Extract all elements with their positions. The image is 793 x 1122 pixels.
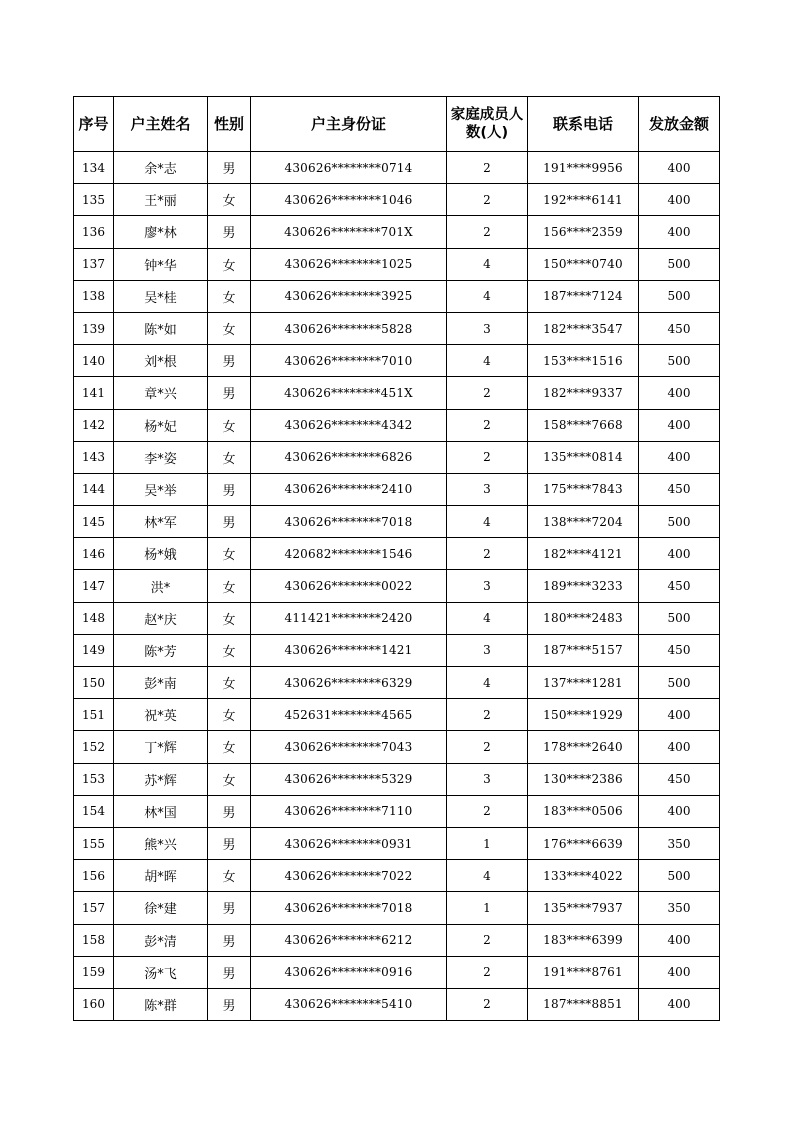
cell-id-card: 430626********7043: [251, 731, 447, 763]
cell-name: 吴*举: [114, 473, 208, 505]
cell-gender: 男: [208, 924, 251, 956]
cell-amount: 400: [639, 924, 720, 956]
cell-amount: 400: [639, 441, 720, 473]
cell-index: 158: [74, 924, 114, 956]
cell-family-size: 4: [447, 280, 528, 312]
header-index: 序号: [74, 97, 114, 152]
cell-id-card: 430626********6212: [251, 924, 447, 956]
cell-family-size: 2: [447, 184, 528, 216]
cell-family-size: 3: [447, 634, 528, 666]
cell-index: 151: [74, 699, 114, 731]
cell-phone: 135****7937: [528, 892, 639, 924]
cell-id-card: 430626********2410: [251, 473, 447, 505]
cell-name: 祝*英: [114, 699, 208, 731]
cell-phone: 135****0814: [528, 441, 639, 473]
cell-name: 陈*群: [114, 988, 208, 1020]
table-row: [74, 731, 720, 763]
cell-family-size: 4: [447, 248, 528, 280]
cell-id-card: 430626********3925: [251, 280, 447, 312]
table-row: [74, 441, 720, 473]
cell-name: 钟*华: [114, 248, 208, 280]
cell-name: 李*姿: [114, 441, 208, 473]
cell-amount: 450: [639, 634, 720, 666]
cell-gender: 男: [208, 795, 251, 827]
cell-gender: 女: [208, 731, 251, 763]
cell-index: 154: [74, 795, 114, 827]
cell-phone: 138****7204: [528, 506, 639, 538]
cell-amount: 450: [639, 570, 720, 602]
table-row: [74, 924, 720, 956]
cell-name: 丁*辉: [114, 731, 208, 763]
cell-index: 135: [74, 184, 114, 216]
table-row: [74, 602, 720, 634]
cell-amount: 400: [639, 538, 720, 570]
cell-amount: 350: [639, 892, 720, 924]
cell-id-card: 430626********1421: [251, 634, 447, 666]
cell-name: 廖*林: [114, 216, 208, 248]
cell-phone: 182****3547: [528, 312, 639, 344]
cell-phone: 156****2359: [528, 216, 639, 248]
table-row: [74, 699, 720, 731]
cell-name: 彭*南: [114, 667, 208, 699]
cell-phone: 192****6141: [528, 184, 639, 216]
cell-amount: 400: [639, 184, 720, 216]
cell-gender: 女: [208, 184, 251, 216]
header-id-card: 户主身份证: [251, 97, 447, 152]
cell-name: 刘*根: [114, 345, 208, 377]
cell-family-size: 2: [447, 441, 528, 473]
table-row: [74, 538, 720, 570]
cell-gender: 女: [208, 860, 251, 892]
cell-name: 陈*如: [114, 312, 208, 344]
cell-gender: 男: [208, 216, 251, 248]
table-row: [74, 667, 720, 699]
cell-id-card: 430626********701X: [251, 216, 447, 248]
cell-phone: 133****4022: [528, 860, 639, 892]
cell-family-size: 2: [447, 216, 528, 248]
cell-name: 陈*芳: [114, 634, 208, 666]
cell-phone: 180****2483: [528, 602, 639, 634]
cell-phone: 183****6399: [528, 924, 639, 956]
cell-phone: 182****4121: [528, 538, 639, 570]
cell-gender: 女: [208, 280, 251, 312]
cell-phone: 178****2640: [528, 731, 639, 763]
cell-amount: 350: [639, 827, 720, 859]
cell-id-card: 430626********5329: [251, 763, 447, 795]
table-row: [74, 312, 720, 344]
cell-gender: 男: [208, 506, 251, 538]
cell-phone: 189****3233: [528, 570, 639, 602]
cell-name: 熊*兴: [114, 827, 208, 859]
cell-index: 141: [74, 377, 114, 409]
cell-gender: 女: [208, 602, 251, 634]
cell-amount: 500: [639, 345, 720, 377]
cell-family-size: 1: [447, 827, 528, 859]
cell-id-card: 430626********6826: [251, 441, 447, 473]
table-row: [74, 409, 720, 441]
cell-id-card: 430626********451X: [251, 377, 447, 409]
cell-gender: 男: [208, 345, 251, 377]
cell-id-card: 411421********2420: [251, 602, 447, 634]
cell-family-size: 2: [447, 731, 528, 763]
cell-index: 138: [74, 280, 114, 312]
table-row: [74, 763, 720, 795]
cell-index: 145: [74, 506, 114, 538]
cell-name: 余*志: [114, 152, 208, 184]
cell-index: 136: [74, 216, 114, 248]
cell-gender: 女: [208, 763, 251, 795]
cell-id-card: 430626********1025: [251, 248, 447, 280]
cell-phone: 158****7668: [528, 409, 639, 441]
cell-name: 王*丽: [114, 184, 208, 216]
header-name: 户主姓名: [114, 97, 208, 152]
cell-family-size: 3: [447, 570, 528, 602]
cell-name: 杨*娥: [114, 538, 208, 570]
cell-family-size: 1: [447, 892, 528, 924]
cell-phone: 183****0506: [528, 795, 639, 827]
cell-index: 160: [74, 988, 114, 1020]
table-row: [74, 892, 720, 924]
cell-amount: 500: [639, 860, 720, 892]
cell-family-size: 4: [447, 602, 528, 634]
cell-family-size: 2: [447, 988, 528, 1020]
table-row: [74, 860, 720, 892]
cell-family-size: 4: [447, 506, 528, 538]
cell-gender: 女: [208, 538, 251, 570]
cell-family-size: 2: [447, 152, 528, 184]
cell-index: 140: [74, 345, 114, 377]
cell-index: 146: [74, 538, 114, 570]
cell-index: 134: [74, 152, 114, 184]
cell-id-card: 430626********7018: [251, 892, 447, 924]
cell-amount: 400: [639, 988, 720, 1020]
cell-gender: 女: [208, 667, 251, 699]
cell-family-size: 3: [447, 763, 528, 795]
cell-gender: 男: [208, 956, 251, 988]
table-row: [74, 280, 720, 312]
cell-family-size: 4: [447, 345, 528, 377]
subsidy-table: [73, 96, 720, 1021]
table-body: [74, 152, 720, 1021]
cell-index: 159: [74, 956, 114, 988]
cell-phone: 191****8761: [528, 956, 639, 988]
cell-index: 156: [74, 860, 114, 892]
header-gender: 性别: [208, 97, 251, 152]
cell-name: 林*军: [114, 506, 208, 538]
cell-index: 137: [74, 248, 114, 280]
cell-name: 杨*妃: [114, 409, 208, 441]
cell-id-card: 430626********6329: [251, 667, 447, 699]
cell-family-size: 2: [447, 956, 528, 988]
cell-index: 147: [74, 570, 114, 602]
cell-amount: 500: [639, 506, 720, 538]
cell-index: 152: [74, 731, 114, 763]
table-row: [74, 377, 720, 409]
cell-phone: 153****1516: [528, 345, 639, 377]
cell-gender: 男: [208, 988, 251, 1020]
cell-family-size: 2: [447, 795, 528, 827]
cell-name: 赵*庆: [114, 602, 208, 634]
cell-phone: 176****6639: [528, 827, 639, 859]
table-row: [74, 570, 720, 602]
cell-phone: 187****7124: [528, 280, 639, 312]
cell-amount: 400: [639, 699, 720, 731]
cell-phone: 191****9956: [528, 152, 639, 184]
cell-gender: 女: [208, 409, 251, 441]
cell-id-card: 430626********7022: [251, 860, 447, 892]
cell-id-card: 430626********0022: [251, 570, 447, 602]
cell-gender: 女: [208, 312, 251, 344]
cell-id-card: 452631********4565: [251, 699, 447, 731]
cell-index: 150: [74, 667, 114, 699]
cell-amount: 450: [639, 763, 720, 795]
cell-gender: 男: [208, 892, 251, 924]
cell-index: 148: [74, 602, 114, 634]
cell-family-size: 2: [447, 538, 528, 570]
cell-name: 彭*清: [114, 924, 208, 956]
table-row: [74, 827, 720, 859]
cell-phone: 175****7843: [528, 473, 639, 505]
cell-amount: 450: [639, 473, 720, 505]
cell-index: 155: [74, 827, 114, 859]
header-row: [74, 97, 720, 152]
cell-id-card: 430626********5828: [251, 312, 447, 344]
cell-gender: 女: [208, 570, 251, 602]
header-amount: 发放金额: [639, 97, 720, 152]
cell-gender: 女: [208, 634, 251, 666]
table-row: [74, 506, 720, 538]
cell-index: 142: [74, 409, 114, 441]
cell-phone: 150****0740: [528, 248, 639, 280]
cell-name: 胡*晖: [114, 860, 208, 892]
cell-id-card: 430626********4342: [251, 409, 447, 441]
cell-gender: 男: [208, 827, 251, 859]
cell-name: 章*兴: [114, 377, 208, 409]
cell-gender: 女: [208, 441, 251, 473]
cell-family-size: 3: [447, 473, 528, 505]
cell-index: 153: [74, 763, 114, 795]
cell-id-card: 430626********1046: [251, 184, 447, 216]
table-row: [74, 248, 720, 280]
table-row: [74, 152, 720, 184]
table-row: [74, 795, 720, 827]
cell-phone: 137****1281: [528, 667, 639, 699]
cell-family-size: 4: [447, 667, 528, 699]
table-row: [74, 634, 720, 666]
table-row: [74, 184, 720, 216]
cell-id-card: 430626********5410: [251, 988, 447, 1020]
cell-name: 苏*辉: [114, 763, 208, 795]
cell-family-size: 2: [447, 924, 528, 956]
cell-index: 139: [74, 312, 114, 344]
cell-family-size: 3: [447, 312, 528, 344]
cell-name: 洪*: [114, 570, 208, 602]
cell-family-size: 2: [447, 409, 528, 441]
cell-gender: 男: [208, 473, 251, 505]
cell-index: 149: [74, 634, 114, 666]
cell-family-size: 2: [447, 699, 528, 731]
cell-id-card: 430626********0931: [251, 827, 447, 859]
cell-gender: 女: [208, 248, 251, 280]
cell-family-size: 4: [447, 860, 528, 892]
cell-amount: 400: [639, 216, 720, 248]
cell-name: 林*国: [114, 795, 208, 827]
table-row: [74, 988, 720, 1020]
cell-index: 143: [74, 441, 114, 473]
table-row: [74, 345, 720, 377]
table-row: [74, 956, 720, 988]
cell-amount: 400: [639, 152, 720, 184]
cell-amount: 500: [639, 602, 720, 634]
cell-phone: 187****8851: [528, 988, 639, 1020]
cell-id-card: 430626********7018: [251, 506, 447, 538]
cell-amount: 500: [639, 667, 720, 699]
cell-amount: 400: [639, 377, 720, 409]
cell-gender: 女: [208, 699, 251, 731]
cell-index: 144: [74, 473, 114, 505]
table-row: [74, 216, 720, 248]
cell-name: 徐*建: [114, 892, 208, 924]
cell-family-size: 2: [447, 377, 528, 409]
cell-amount: 400: [639, 956, 720, 988]
header-family-size: 家庭成员人数(人): [447, 97, 528, 152]
cell-phone: 130****2386: [528, 763, 639, 795]
cell-amount: 400: [639, 731, 720, 763]
cell-phone: 187****5157: [528, 634, 639, 666]
cell-phone: 150****1929: [528, 699, 639, 731]
cell-id-card: 430626********7110: [251, 795, 447, 827]
table-header: [74, 97, 720, 152]
cell-amount: 500: [639, 248, 720, 280]
cell-id-card: 430626********0714: [251, 152, 447, 184]
cell-id-card: 430626********7010: [251, 345, 447, 377]
cell-phone: 182****9337: [528, 377, 639, 409]
table-row: [74, 473, 720, 505]
cell-id-card: 420682********1546: [251, 538, 447, 570]
cell-gender: 男: [208, 377, 251, 409]
cell-id-card: 430626********0916: [251, 956, 447, 988]
cell-name: 吴*桂: [114, 280, 208, 312]
cell-name: 汤*飞: [114, 956, 208, 988]
cell-amount: 500: [639, 280, 720, 312]
cell-gender: 男: [208, 152, 251, 184]
header-phone: 联系电话: [528, 97, 639, 152]
cell-amount: 400: [639, 409, 720, 441]
cell-amount: 400: [639, 795, 720, 827]
cell-amount: 450: [639, 312, 720, 344]
cell-index: 157: [74, 892, 114, 924]
